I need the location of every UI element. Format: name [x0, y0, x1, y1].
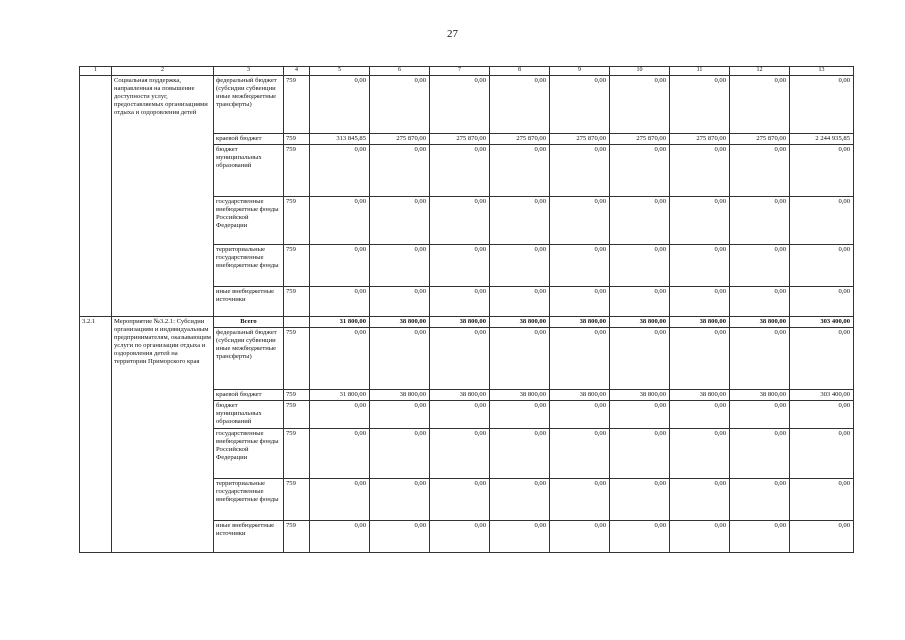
amount-cell: 0,00 — [550, 145, 610, 197]
amount-cell: 0,00 — [610, 521, 670, 553]
amount-cell: 0,00 — [490, 76, 550, 134]
amount-cell: 0,00 — [730, 245, 790, 287]
amount-cell: 0,00 — [310, 245, 370, 287]
budget-code — [284, 317, 310, 328]
amount-cell: 0,00 — [670, 76, 730, 134]
amount-cell: 0,00 — [610, 245, 670, 287]
amount-cell: 275 870,00 — [490, 134, 550, 145]
amount-cell: 0,00 — [490, 145, 550, 197]
amount-cell: 0,00 — [550, 401, 610, 429]
amount-cell: 0,00 — [550, 328, 610, 390]
table-row — [80, 317, 854, 328]
funding-source: краевой бюджет — [214, 134, 284, 145]
budget-code: 759 — [284, 521, 310, 553]
amount-cell: 313 845,85 — [310, 134, 370, 145]
amount-cell: 0,00 — [370, 245, 430, 287]
amount-cell: 31 800,00 — [310, 317, 370, 328]
column-header: 13 — [790, 67, 854, 76]
amount-cell: 0,00 — [310, 328, 370, 390]
funding-source: территориальные государственные внебюджетные фонды — [214, 245, 284, 287]
amount-cell: 0,00 — [430, 76, 490, 134]
amount-cell: 0,00 — [550, 521, 610, 553]
funding-source: федеральный бюджет (субсидии субвенции иные межбюджетные трансферты) — [214, 328, 284, 390]
amount-cell: 0,00 — [610, 429, 670, 479]
amount-cell: 38 800,00 — [670, 317, 730, 328]
amount-cell: 0,00 — [730, 76, 790, 134]
amount-cell: 0,00 — [790, 479, 854, 521]
funding-source: Всего — [214, 317, 284, 328]
amount-cell: 275 870,00 — [730, 134, 790, 145]
amount-cell: 38 800,00 — [550, 317, 610, 328]
amount-cell: 0,00 — [490, 328, 550, 390]
amount-cell: 0,00 — [670, 145, 730, 197]
funding-source: федеральный бюджет (субсидии субвенции иные межбюджетные трансферты) — [214, 76, 284, 134]
amount-cell: 0,00 — [370, 328, 430, 390]
table-row — [80, 76, 854, 134]
amount-cell: 0,00 — [790, 76, 854, 134]
column-header: 1 — [80, 67, 112, 76]
amount-cell: 0,00 — [790, 429, 854, 479]
amount-cell: 0,00 — [610, 328, 670, 390]
budget-code: 759 — [284, 134, 310, 145]
amount-cell: 38 800,00 — [430, 390, 490, 401]
amount-cell: 38 800,00 — [550, 390, 610, 401]
amount-cell: 38 800,00 — [610, 390, 670, 401]
column-header: 6 — [370, 67, 430, 76]
amount-cell: 0,00 — [790, 521, 854, 553]
funding-source: государственные внебюджетные фонды Российской Федерации — [214, 197, 284, 245]
column-header: 5 — [310, 67, 370, 76]
amount-cell: 275 870,00 — [610, 134, 670, 145]
budget-code: 759 — [284, 76, 310, 134]
column-header: 12 — [730, 67, 790, 76]
amount-cell: 0,00 — [310, 76, 370, 134]
amount-cell: 0,00 — [610, 479, 670, 521]
amount-cell: 0,00 — [730, 479, 790, 521]
column-header: 10 — [610, 67, 670, 76]
amount-cell: 0,00 — [670, 245, 730, 287]
funding-source: иные внебюджетные источники — [214, 287, 284, 317]
budget-code: 759 — [284, 328, 310, 390]
column-header: 7 — [430, 67, 490, 76]
column-header: 8 — [490, 67, 550, 76]
amount-cell: 0,00 — [550, 287, 610, 317]
amount-cell: 0,00 — [490, 197, 550, 245]
amount-cell: 0,00 — [430, 145, 490, 197]
amount-cell: 0,00 — [550, 479, 610, 521]
amount-cell: 38 800,00 — [730, 317, 790, 328]
item-number: 3.2.1 — [80, 317, 112, 553]
amount-cell: 0,00 — [310, 521, 370, 553]
amount-cell: 0,00 — [730, 328, 790, 390]
column-header: 2 — [112, 67, 214, 76]
amount-cell: 0,00 — [310, 429, 370, 479]
funding-source: иные внебюджетные источники — [214, 521, 284, 553]
amount-cell: 0,00 — [790, 328, 854, 390]
amount-cell: 0,00 — [430, 287, 490, 317]
amount-cell: 0,00 — [730, 401, 790, 429]
budget-code: 759 — [284, 390, 310, 401]
amount-cell: 0,00 — [430, 429, 490, 479]
amount-cell: 31 800,00 — [310, 390, 370, 401]
amount-cell: 303 400,00 — [790, 317, 854, 328]
amount-cell: 2 244 935,85 — [790, 134, 854, 145]
amount-cell: 38 800,00 — [610, 317, 670, 328]
amount-cell: 0,00 — [610, 145, 670, 197]
amount-cell: 0,00 — [790, 245, 854, 287]
amount-cell: 0,00 — [430, 401, 490, 429]
budget-code: 759 — [284, 401, 310, 429]
amount-cell: 0,00 — [370, 429, 430, 479]
funding-source: бюджет муниципальных образований — [214, 401, 284, 429]
amount-cell: 0,00 — [370, 145, 430, 197]
amount-cell: 38 800,00 — [490, 317, 550, 328]
budget-code: 759 — [284, 429, 310, 479]
budget-table — [79, 66, 854, 553]
amount-cell: 0,00 — [430, 521, 490, 553]
amount-cell: 0,00 — [370, 76, 430, 134]
budget-code: 759 — [284, 479, 310, 521]
amount-cell: 0,00 — [670, 429, 730, 479]
amount-cell: 0,00 — [370, 521, 430, 553]
amount-cell: 0,00 — [310, 197, 370, 245]
amount-cell: 275 870,00 — [430, 134, 490, 145]
amount-cell: 0,00 — [490, 521, 550, 553]
column-header: 9 — [550, 67, 610, 76]
amount-cell: 0,00 — [430, 197, 490, 245]
funding-source: бюджет муниципальных образований — [214, 145, 284, 197]
column-header: 4 — [284, 67, 310, 76]
amount-cell: 275 870,00 — [550, 134, 610, 145]
column-header: 3 — [214, 67, 284, 76]
funding-source: территориальные государственные внебюджетные фонды — [214, 479, 284, 521]
amount-cell: 0,00 — [310, 479, 370, 521]
amount-cell: 303 400,00 — [790, 390, 854, 401]
amount-cell: 0,00 — [370, 287, 430, 317]
amount-cell: 0,00 — [790, 401, 854, 429]
amount-cell: 38 800,00 — [490, 390, 550, 401]
amount-cell: 0,00 — [550, 429, 610, 479]
amount-cell: 0,00 — [790, 287, 854, 317]
amount-cell: 0,00 — [610, 401, 670, 429]
amount-cell: 0,00 — [730, 197, 790, 245]
amount-cell: 0,00 — [790, 145, 854, 197]
amount-cell: 0,00 — [610, 287, 670, 317]
amount-cell: 0,00 — [670, 521, 730, 553]
budget-code: 759 — [284, 245, 310, 287]
amount-cell: 0,00 — [670, 479, 730, 521]
amount-cell: 38 800,00 — [670, 390, 730, 401]
amount-cell: 0,00 — [490, 287, 550, 317]
page-number: 27 — [447, 28, 458, 40]
amount-cell: 0,00 — [550, 245, 610, 287]
amount-cell: 0,00 — [370, 401, 430, 429]
amount-cell: 0,00 — [610, 197, 670, 245]
amount-cell: 0,00 — [670, 401, 730, 429]
amount-cell: 0,00 — [310, 401, 370, 429]
amount-cell: 0,00 — [610, 76, 670, 134]
funding-source: государственные внебюджетные фонды Российской Федерации — [214, 429, 284, 479]
budget-code: 759 — [284, 197, 310, 245]
amount-cell: 275 870,00 — [370, 134, 430, 145]
amount-cell: 0,00 — [310, 287, 370, 317]
amount-cell: 0,00 — [550, 76, 610, 134]
amount-cell: 38 800,00 — [370, 390, 430, 401]
amount-cell: 0,00 — [670, 197, 730, 245]
amount-cell: 0,00 — [490, 479, 550, 521]
amount-cell: 0,00 — [550, 197, 610, 245]
amount-cell: 0,00 — [730, 287, 790, 317]
budget-code: 759 — [284, 287, 310, 317]
funding-source: краевой бюджет — [214, 390, 284, 401]
column-header: 11 — [670, 67, 730, 76]
budget-code: 759 — [284, 145, 310, 197]
amount-cell: 38 800,00 — [370, 317, 430, 328]
amount-cell: 0,00 — [430, 479, 490, 521]
amount-cell: 38 800,00 — [430, 317, 490, 328]
header-row — [80, 67, 854, 76]
amount-cell: 38 800,00 — [730, 390, 790, 401]
amount-cell: 0,00 — [430, 328, 490, 390]
item-name: Социальная поддержка, направленная на повышение доступности услуг, предоставляемых организациями отдыха и оздоровления детей — [112, 76, 214, 317]
amount-cell: 275 870,00 — [670, 134, 730, 145]
amount-cell: 0,00 — [490, 401, 550, 429]
amount-cell: 0,00 — [370, 479, 430, 521]
amount-cell: 0,00 — [790, 197, 854, 245]
amount-cell: 0,00 — [370, 197, 430, 245]
item-number — [80, 76, 112, 317]
amount-cell: 0,00 — [730, 145, 790, 197]
item-name: Мероприятие №3.2.1: Субсидии организациям и индивидуальным предпринимателям, оказывающим услуги по организации отдыха и оздоровления детей на территории Приморского края — [112, 317, 214, 553]
amount-cell: 0,00 — [670, 328, 730, 390]
amount-cell: 0,00 — [310, 145, 370, 197]
amount-cell: 0,00 — [490, 245, 550, 287]
amount-cell: 0,00 — [490, 429, 550, 479]
amount-cell: 0,00 — [670, 287, 730, 317]
amount-cell: 0,00 — [730, 521, 790, 553]
amount-cell: 0,00 — [730, 429, 790, 479]
amount-cell: 0,00 — [430, 245, 490, 287]
